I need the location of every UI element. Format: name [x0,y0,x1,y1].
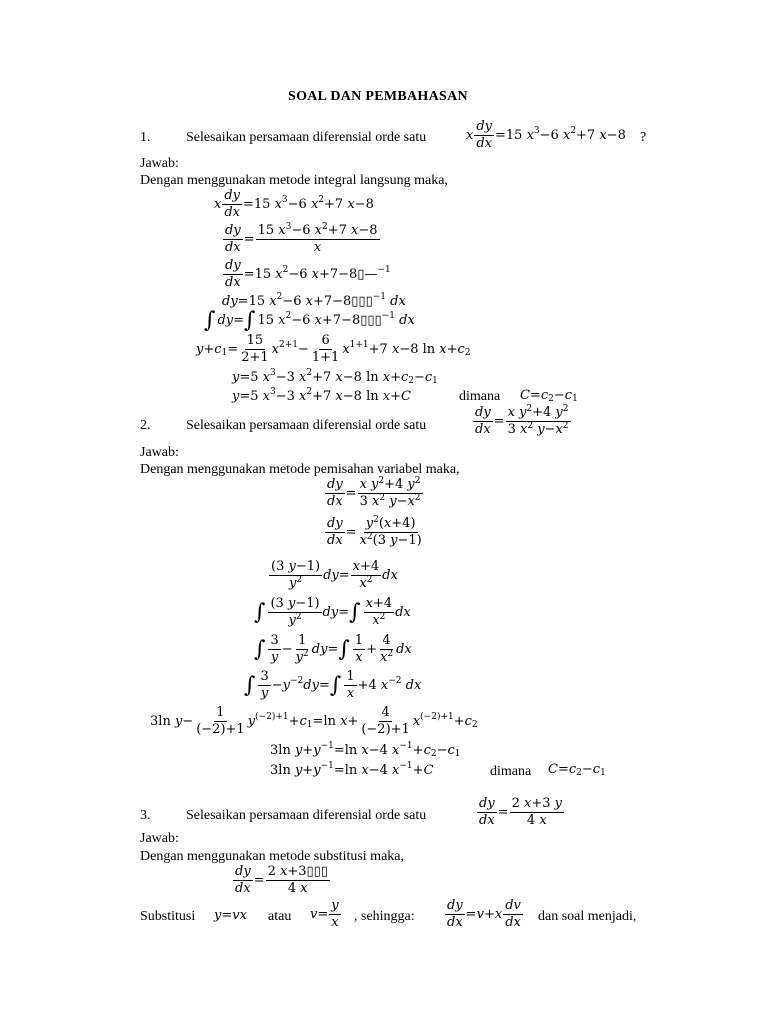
problem-3-prompt: Selesaikan persamaan diferensial orde satu [186,808,427,823]
atau-label: atau [268,909,292,924]
p2-dimana-label: dimana [490,764,532,779]
problem-2-prompt: Selesaikan persamaan diferensial orde satu [186,418,427,433]
substitusi-eq-2: v = $\frac{y}{x}$ [310,898,339,931]
problem-1-question-mark: ? [640,130,647,145]
p1-step-3: $\frac{dy}{dx}$ =15 x $^2$ −6 x +7−8 ▯— $^{-1}$ [225,258,391,291]
p2-step-2: $\frac{dy}{dx}$ = $\frac{y^2(x+4)}{x^2(3 y-1)}$ [327,515,422,549]
problem-2-equation: $\frac{dy}{dx}$ = $\frac{x y^2+4 y^2}{3 x^2 y-x^2}$ [475,404,569,438]
p2-step-6: ∫ $\frac{3}{y}$ − y $^{-2}$ dy = ∫ $\frac{1}{x}$ +4 x $^{-2}$ dx [244,669,422,702]
p2-step-5: ∫ $\frac{3}{y}$ − $\frac{1}{y^2}$ dy = ∫ $\frac{1}{x}$ + $\frac{4}{x^2}$ dx [254,633,412,666]
p2-step-7: 3 ln y − $\frac{1}{(-2)+1}$ y $^{(-2)+1}$ + c $_1$ = ln x + $\frac{4}{(-2)+1}$ x $^{(-2)+1}$ + c $_2$ [150,705,478,738]
p1-step-8: y =5 x $^3$ −3 x $^2$ +7 x −8 ln x + C [232,386,411,404]
p1-step-5: ∫ dy = ∫ 15 x $^2$ −6 x +7−8 ▯▯▯ $^{-1}$ dx [204,308,415,333]
problem-2-method: Dengan menggunakan metode pemisahan variabel maka, [140,462,460,477]
problem-2-number: 2. [140,418,151,433]
problem-1-prompt: Selesaikan persamaan diferensial orde satu [186,130,427,145]
dan-soal-menjadi-label: dan soal menjadi, [538,909,637,924]
problem-3-equation: $\frac{dy}{dx}$ = $\frac{2 x+3 y}{4 x}$ [479,796,562,829]
problem-3-number: 3. [140,808,151,823]
problem-2-jawab: Jawab: [140,445,179,460]
p1-dimana-label: dimana [459,389,501,404]
p3-step-1: $\frac{dy}{dx}$ = $\frac{2 x+3▯▯▯}{4 x}$ [235,864,328,897]
p1-step-7: y =5 x $^3$ −3 x $^2$ +7 x −8 ln x + c $_2$ − c $_1$ [232,367,438,386]
p1-dimana-equation: C = c $_2$ − c $_1$ [520,388,578,404]
problem-3-method: Dengan menggunakan metode substitusi maka, [140,849,404,864]
p2-step-3: $\frac{(3 y-1)}{y^2}$ dy = $\frac{x+4}{x^2}$ dx [271,559,398,592]
p1-step-1: x $\frac{dy}{dx}$ =15 x $^3$ −6 x $^2$ +7 x −8 [214,188,374,221]
p1-step-4: dy =15 x $^2$ −6 x +7−8 ▯▯▯ $^{-1}$ dx [222,291,406,309]
p2-dimana-equation: C = c $_2$ − c $_1$ [548,762,606,778]
p1-step-6: y + c $_1$ = $\frac{15}{2+1}$ x $^{2+1}$ − $\frac{6}{1+1}$ x $^{1+1}$ +7 x −8 ln x + c $_2$ [196,333,471,366]
problem-1-number: 1. [140,130,151,145]
p2-step-4: ∫ $\frac{(3 y-1)}{y^2}$ dy = ∫ $\frac{x+4}{x^2}$ dx [254,596,411,629]
p2-step-9: 3 ln y + y $^{-1}$ = ln x −4 x $^{-1}$ + C [270,760,434,778]
substitusi-eq-1: y = vx [214,908,247,923]
problem-1-equation: x $\frac{dy}{dx}$ =15 x $^3$ −6 x $^2$ +7 x −8 [466,119,626,152]
page-title: SOAL DAN PEMBAHASAN [288,89,468,104]
problem-1-jawab: Jawab: [140,156,179,171]
problem-1-method: Dengan menggunakan metode integral langsung maka, [140,173,448,188]
sehingga-label: , sehingga: [354,909,415,924]
p2-step-1: $\frac{dy}{dx}$ = $\frac{x y^2+4 y^2}{3 x^2 y-x^2}$ [327,476,421,510]
p2-step-8: 3 ln y + y $^{-1}$ = ln x −4 x $^{-1}$ + c $_2$ − c $_1$ [270,740,461,759]
problem-3-jawab: Jawab: [140,831,179,846]
substitusi-label: Substitusi [140,909,196,924]
substitusi-eq-3: $\frac{dy}{dx}$ = v + x $\frac{dv}{dx}$ [447,898,521,931]
p1-step-2: $\frac{dy}{dx}$ = $\frac{15 x^3-6 x^2+7 x-8}{x}$ [225,222,378,256]
